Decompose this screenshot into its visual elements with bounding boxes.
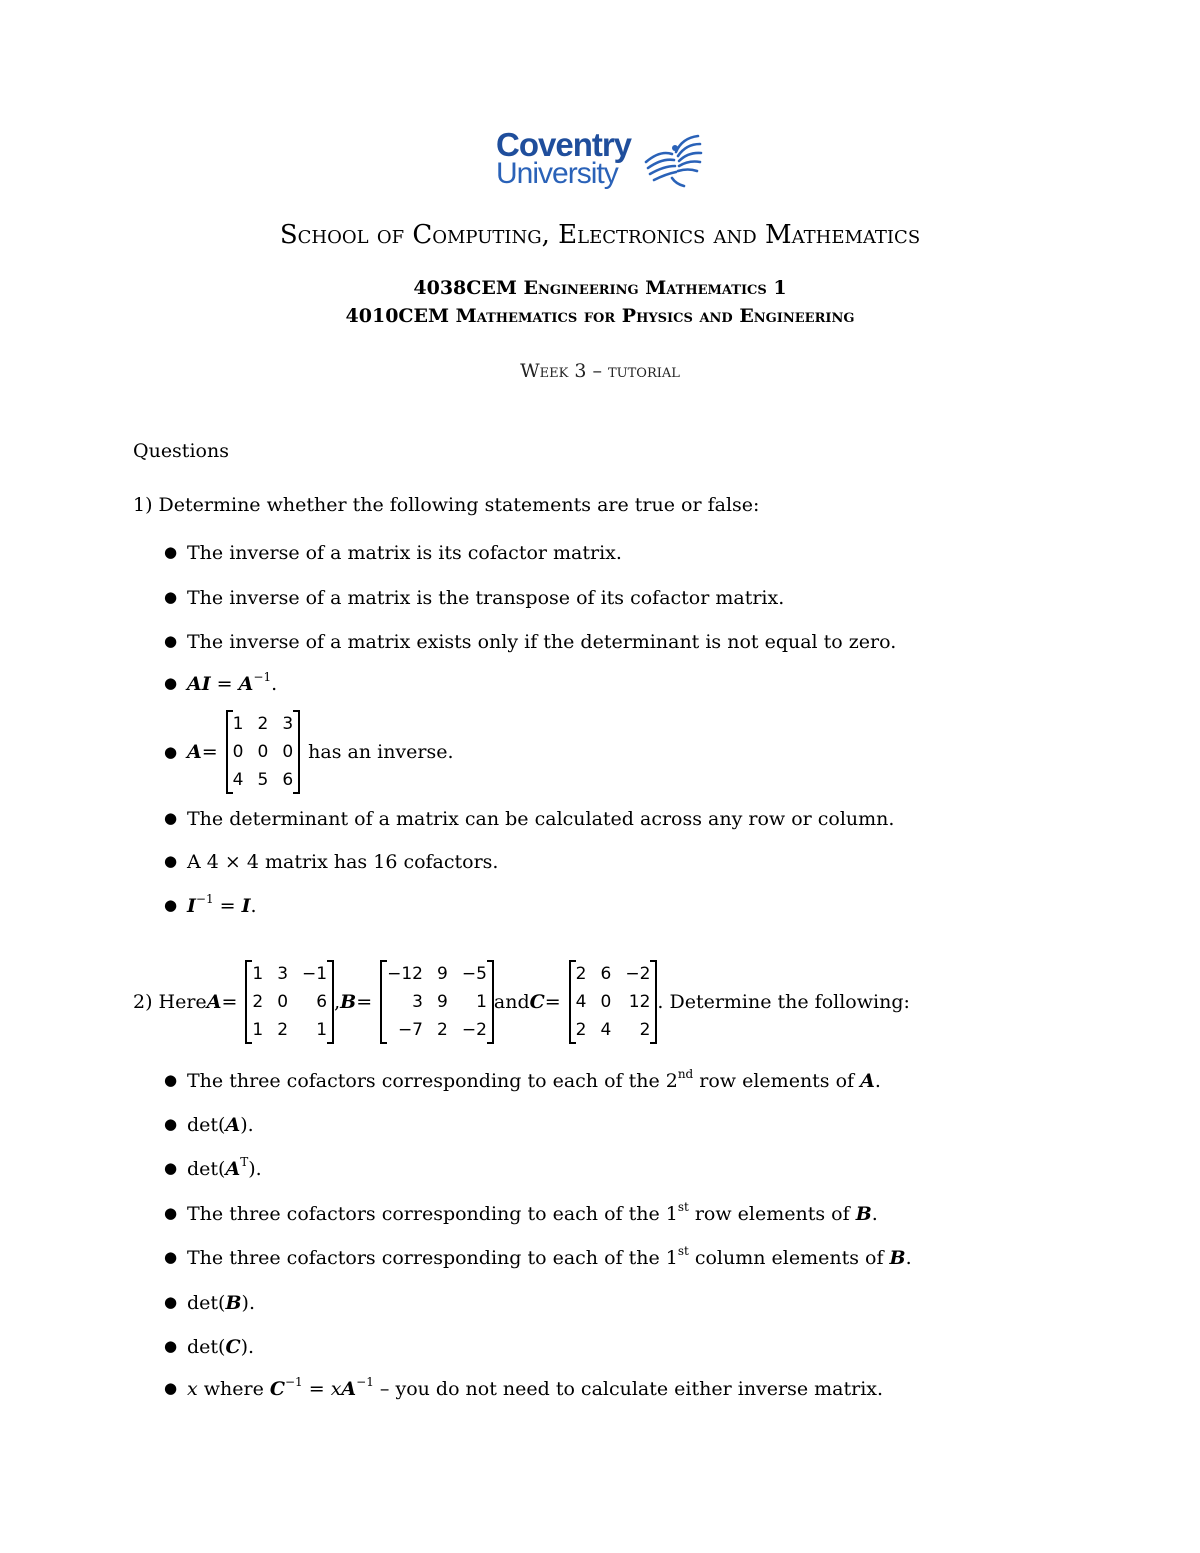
q2-item-5: ● The three cofactors corresponding to each of the 1st column elements of B. xyxy=(164,1243,912,1269)
q1-statement-2: ● The inverse of a matrix is the transpose of its cofactor matrix. xyxy=(164,587,785,609)
q2-item-2: ● det(A). xyxy=(164,1114,254,1136)
logo-word-coventry: Coventry xyxy=(496,126,632,163)
q2-matrix-a: 1 3 −1 2 0 6 1 2 1 xyxy=(245,960,334,1044)
q1-statement-7: ● A 4 × 4 matrix has 16 cofactors. xyxy=(164,851,499,873)
questions-heading: Questions xyxy=(133,440,229,462)
week-label: Week 3 – tutorial xyxy=(520,360,680,382)
q1-statement-6: ● The determinant of a matrix can be calculated across any row or column. xyxy=(164,808,895,830)
q1-statement-4: ● AI = $A^{-1}$. xyxy=(164,669,278,695)
coventry-university-logo xyxy=(496,128,708,192)
module-title-4010cem: 4010CEM Mathematics for Physics and Engineering xyxy=(345,305,855,327)
q2-item-6: ● det(B). xyxy=(164,1292,255,1314)
q1-statement-8: ● $I^{-1} = I$. xyxy=(164,891,257,917)
question-1-intro: 1) Determine whether the following statements are true or false: xyxy=(133,494,760,516)
q2-item-1: ● The three cofactors corresponding to each of the 2nd row elements of A. xyxy=(164,1066,881,1092)
q2-matrix-c: 2 6 −2 4 0 12 2 4 2 xyxy=(569,960,658,1044)
question-2-definition: 2) Here A = 1 3 −1 2 0 6 1 2 1 , B = −12 9 −5 3 9 1 −7 2 −2 and C = 2 6 −2 4 0 12 2 4 2 . Determine the following: xyxy=(133,960,910,1044)
school-title: School of Computing, Electronics and Mathematics xyxy=(279,220,921,250)
q2-item-7: ● det(C). xyxy=(164,1336,255,1358)
q2-matrix-b: −12 9 −5 3 9 1 −7 2 −2 xyxy=(380,960,494,1044)
phoenix-icon xyxy=(642,132,704,190)
q1-statement-5: ● A = 1 2 3 0 0 0 4 5 6 has an inverse. xyxy=(187,710,454,794)
q1-statement-1: ● The inverse of a matrix is its cofactor matrix. xyxy=(164,542,622,564)
q2-item-3: ● $\det(A^T)$. xyxy=(164,1154,262,1180)
logo-word-university: University xyxy=(496,157,618,190)
module-title-4038cem: 4038CEM Engineering Mathematics 1 xyxy=(413,277,787,299)
q1-matrix-a: 1 2 3 0 0 0 4 5 6 xyxy=(226,710,300,794)
q2-item-4: ● The three cofactors corresponding to each of the 1st row elements of B. xyxy=(164,1199,878,1225)
q1-statement-3: ● The inverse of a matrix exists only if the determinant is not equal to zero. xyxy=(164,631,897,653)
q2-item-8: ● x where $C^{-1} = xA^{-1}$ – you do not need to calculate either inverse matrix. xyxy=(164,1374,884,1400)
